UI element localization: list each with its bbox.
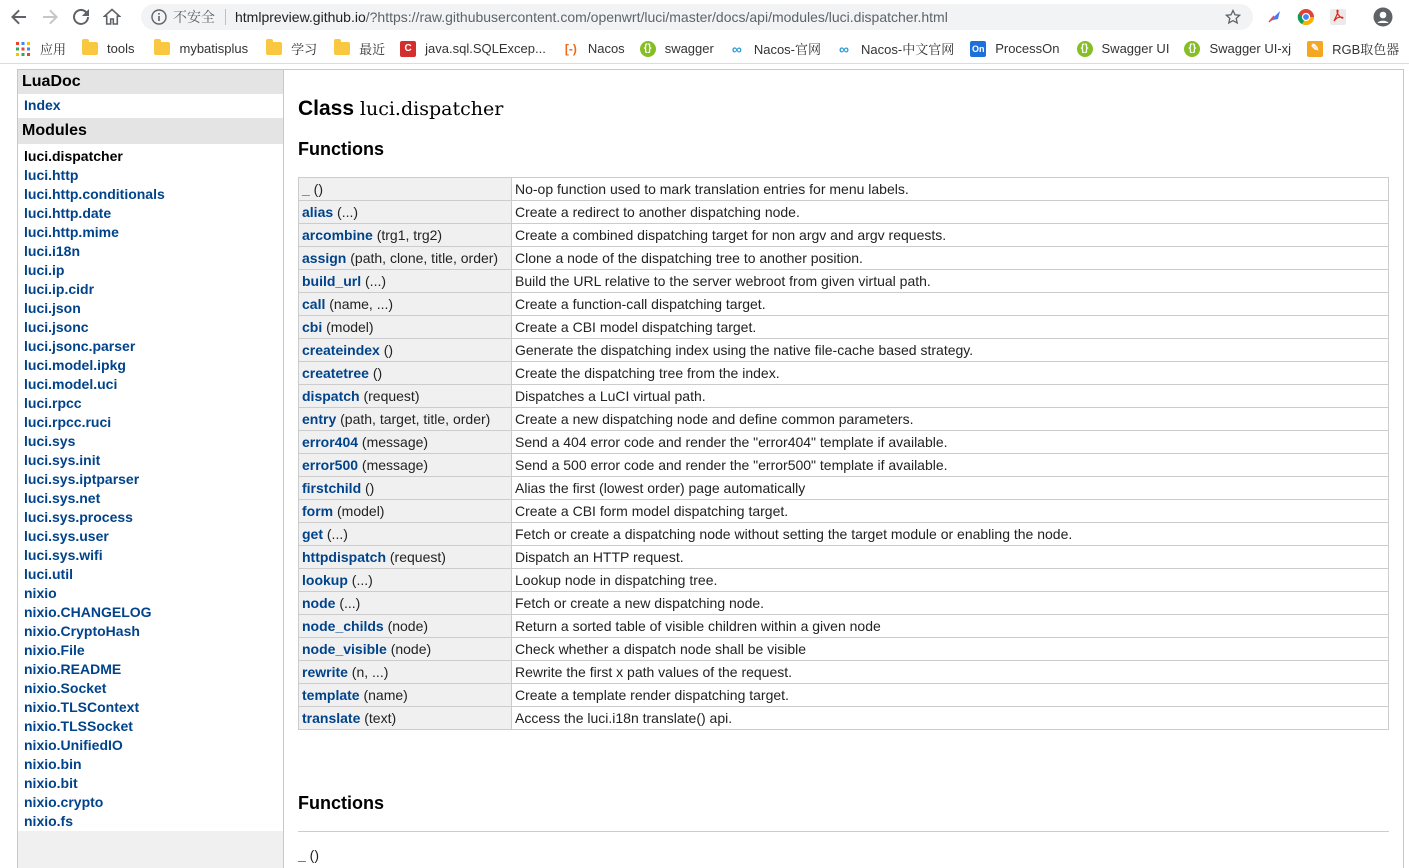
function-args: (): [368, 365, 383, 381]
module-link[interactable]: nixio.bit: [24, 775, 78, 791]
function-row: [299, 362, 1389, 385]
function-link[interactable]: node_childs: [302, 618, 384, 634]
function-args: (path, target, title, order): [336, 411, 491, 427]
function-link[interactable]: entry: [302, 411, 337, 427]
module-list: [18, 144, 283, 831]
module-link[interactable]: luci.sys.wifi: [24, 547, 103, 563]
function-row: [299, 270, 1389, 293]
function-name-cell: [299, 546, 512, 569]
function-summary: No-op function used to mark translation entries for menu labels.: [512, 178, 1389, 201]
module-link[interactable]: nixio.Socket: [24, 680, 107, 696]
bookmark-nacos-cn-site[interactable]: [836, 37, 954, 61]
module-link[interactable]: nixio.TLSSocket: [24, 718, 133, 734]
function-row: [299, 339, 1389, 362]
function-args: (message): [358, 457, 429, 473]
function-row: [299, 293, 1389, 316]
bookmark-swagger-ui-xj[interactable]: [1184, 37, 1291, 61]
forward-button[interactable]: [38, 5, 62, 29]
function-args: (name): [359, 687, 408, 703]
functions-detail-heading: Functions: [298, 793, 384, 813]
module-link[interactable]: luci.sys.net: [24, 490, 101, 506]
address-bar[interactable]: [141, 4, 1253, 30]
folder-icon: [266, 42, 282, 55]
function-name-cell: [299, 500, 512, 523]
function-summary: Access the luci.i18n translate() api.: [512, 707, 1389, 730]
function-args: (...): [361, 273, 387, 289]
function-summary: Create a new dispatching node and define common parameters.: [512, 408, 1389, 431]
bookmark-processon[interactable]: [970, 37, 1059, 61]
function-row: [299, 454, 1389, 477]
function-args: (): [379, 342, 394, 358]
bookmark-label: java.sql.SQLExcep...: [425, 41, 546, 56]
function-summary: Rewrite the first x path values of the request.: [512, 661, 1389, 684]
function-summary: Generate the dispatching index using the native file-cache based strategy.: [512, 339, 1389, 362]
function-row: [299, 224, 1389, 247]
c-logo-icon: C: [400, 41, 416, 57]
function-row: [299, 638, 1389, 661]
folder-icon: [82, 42, 98, 55]
function-summary: Alias the first (lowest order) page automatically: [512, 477, 1389, 500]
module-link[interactable]: luci.util: [24, 566, 73, 582]
section-divider: [298, 831, 1389, 832]
function-summary: Send a 404 error code and render the "error404" template if available.: [512, 431, 1389, 454]
url-path: /?https://raw.githubusercontent.com/openwrt/luci/master/docs/api/modules/luci.dispatcher.html: [365, 9, 948, 25]
module-link[interactable]: nixio.README: [24, 661, 122, 677]
main-content: [284, 69, 1404, 868]
function-link[interactable]: build_url: [302, 273, 362, 289]
function-summary: Dispatch an HTTP request.: [512, 546, 1389, 569]
function-link[interactable]: cbi: [302, 319, 323, 335]
extension-feather-icon[interactable]: [1266, 8, 1284, 26]
function-name-cell: [299, 201, 512, 224]
home-button[interactable]: [100, 5, 124, 29]
module-link[interactable]: luci.http.conditionals: [24, 186, 165, 202]
bookmark-apps[interactable]: [15, 37, 66, 61]
functions-table-body: [299, 178, 1389, 730]
function-name-cell: [299, 408, 512, 431]
bookmark-swagger-ui[interactable]: [1077, 37, 1170, 61]
bookmark-rgb-picker[interactable]: [1307, 37, 1399, 61]
bookmark-recent[interactable]: [334, 37, 385, 61]
function-name-cell: [299, 661, 512, 684]
function-detail-args: (): [305, 847, 320, 863]
module-link[interactable]: luci.jsonc: [24, 319, 89, 335]
function-name-cell: [299, 385, 512, 408]
function-link[interactable]: lookup: [302, 572, 348, 588]
nacos-icon: [-): [564, 41, 577, 56]
bookmark-label: tools: [107, 41, 135, 56]
bookmark-nacos[interactable]: [563, 37, 625, 61]
swagger-icon: {}: [1184, 41, 1200, 57]
extension-pdf-icon[interactable]: [1329, 8, 1347, 26]
function-row: [299, 523, 1389, 546]
function-link[interactable]: createindex: [302, 342, 380, 358]
module-link[interactable]: luci.sys.user: [24, 528, 109, 544]
bookmark-label: ProcessOn: [995, 41, 1060, 56]
module-link[interactable]: luci.jsonc.parser: [24, 338, 136, 354]
bookmark-label: mybatisplus: [179, 41, 249, 56]
home-icon: [103, 8, 121, 26]
function-link[interactable]: alias: [302, 204, 334, 220]
sidebar-navigation: [17, 69, 284, 868]
function-row: [299, 477, 1389, 500]
function-args: (n, ...): [347, 664, 389, 680]
class-prefix: Class: [298, 97, 355, 120]
on-logo-icon: On: [970, 41, 986, 57]
function-summary: Create a function-call dispatching target.: [512, 293, 1389, 316]
function-row: [299, 431, 1389, 454]
function-summary: Create a CBI form model dispatching target.: [512, 500, 1389, 523]
function-name-cell: [299, 707, 512, 730]
function-link[interactable]: httpdispatch: [302, 549, 386, 565]
module-link[interactable]: luci.rpcc.ruci: [24, 414, 112, 430]
bookmark-swagger[interactable]: [640, 37, 714, 61]
function-summary: Create the dispatching tree from the index.: [512, 362, 1389, 385]
function-row: [299, 707, 1389, 730]
infinity-icon: ∞: [731, 40, 742, 57]
function-args: (...): [333, 204, 359, 220]
function-row: [299, 385, 1389, 408]
function-detail-name: _: [298, 847, 306, 863]
function-link[interactable]: get: [302, 526, 323, 542]
function-link[interactable]: firstchild: [302, 480, 362, 496]
function-name-cell: [299, 339, 512, 362]
function-link[interactable]: error500: [302, 457, 359, 473]
function-args: (...): [323, 526, 348, 542]
function-args: (name, ...): [325, 296, 394, 312]
function-row: [299, 546, 1389, 569]
arrow-right-icon: [41, 8, 59, 26]
module-link[interactable]: luci.sys: [24, 433, 76, 449]
function-detail-title: [298, 847, 1403, 863]
function-row: [299, 569, 1389, 592]
bookmark-label: Swagger UI-xj: [1209, 41, 1292, 56]
function-args: (request): [386, 549, 446, 565]
module-link[interactable]: luci.i18n: [24, 243, 81, 259]
index-row: [18, 94, 283, 118]
module-link[interactable]: nixio.UnifiedIO: [24, 737, 123, 753]
function-name-cell: [299, 431, 512, 454]
function-row: [299, 684, 1389, 707]
function-args: (): [309, 181, 324, 197]
modules-title: Modules: [18, 118, 283, 144]
apps-grid-icon: [15, 41, 31, 57]
info-icon[interactable]: [151, 9, 167, 25]
function-summary: Check whether a dispatch node shall be visible: [512, 638, 1389, 661]
module-link[interactable]: luci.http: [24, 167, 79, 183]
function-summary: Create a redirect to another dispatching node.: [512, 201, 1389, 224]
function-name-cell: [299, 454, 512, 477]
reload-icon: [72, 8, 90, 26]
function-link[interactable]: _: [302, 181, 310, 197]
module-link[interactable]: luci.sys.process: [24, 509, 133, 525]
module-link[interactable]: nixio.fs: [24, 813, 74, 829]
function-name-cell: [299, 270, 512, 293]
bookmark-star-icon[interactable]: [1225, 9, 1241, 25]
function-row: [299, 316, 1389, 339]
module-link[interactable]: nixio: [24, 585, 57, 601]
bookmark-sqlexception[interactable]: [400, 37, 546, 61]
bookmark-nacos-site[interactable]: [729, 37, 821, 61]
page-title: [298, 97, 1403, 121]
function-row: [299, 500, 1389, 523]
function-args: (...): [335, 595, 361, 611]
function-link[interactable]: arcombine: [302, 227, 373, 243]
module-link[interactable]: nixio.TLSContext: [24, 699, 140, 715]
function-summary: Build the URL relative to the server webroot from given virtual path.: [512, 270, 1389, 293]
bookmark-label: swagger: [664, 41, 714, 56]
url-text[interactable]: [235, 9, 948, 25]
folder-icon: [334, 42, 350, 55]
function-summary: Lookup node in dispatching tree.: [512, 569, 1389, 592]
function-name-cell: [299, 247, 512, 270]
function-summary: Fetch or create a new dispatching node.: [512, 592, 1389, 615]
bookmark-label: 学习: [291, 42, 318, 57]
function-row: [299, 661, 1389, 684]
function-name-cell: [299, 592, 512, 615]
url-host: htmlpreview.github.io: [235, 9, 366, 25]
function-summary: Create a CBI model dispatching target.: [512, 316, 1389, 339]
bookmark-label: 最近: [359, 42, 386, 57]
function-args: (node): [386, 641, 432, 657]
address-separator: [225, 9, 226, 25]
function-link[interactable]: rewrite: [302, 664, 348, 680]
function-name-cell: [299, 684, 512, 707]
module-link[interactable]: luci.rpcc: [24, 395, 82, 411]
module-link[interactable]: luci.sys.init: [24, 452, 101, 468]
rgb-picker-icon: ✎: [1307, 41, 1323, 57]
function-summary: Return a sorted table of visible children within a given node: [512, 615, 1389, 638]
module-link[interactable]: luci.json: [24, 300, 81, 316]
function-args: (trg1, trg2): [372, 227, 443, 243]
function-args: (request): [359, 388, 420, 404]
function-link[interactable]: createtree: [302, 365, 369, 381]
function-name-cell: [299, 615, 512, 638]
bookmarks-bar: [0, 34, 1409, 64]
module-link[interactable]: luci.http.mime: [24, 224, 119, 240]
function-row: [299, 201, 1389, 224]
function-row: [299, 178, 1389, 201]
function-link[interactable]: node_visible: [302, 641, 387, 657]
function-summary: Create a template render dispatching target.: [512, 684, 1389, 707]
function-link[interactable]: template: [302, 687, 360, 703]
module-link[interactable]: luci.sys.iptparser: [24, 471, 140, 487]
function-summary: Dispatches a LuCI virtual path.: [512, 385, 1389, 408]
function-name-cell: [299, 638, 512, 661]
module-link[interactable]: nixio.CHANGELOG: [24, 604, 152, 620]
bookmark-tools[interactable]: [82, 37, 134, 61]
function-link[interactable]: error404: [302, 434, 359, 450]
extension-chrome-icon[interactable]: [1297, 8, 1315, 26]
arrow-left-icon: [10, 8, 28, 26]
function-name-cell: [299, 316, 512, 339]
folder-icon: [154, 42, 170, 55]
bookmark-label: RGB取色器: [1332, 42, 1400, 57]
function-args: (): [361, 480, 375, 496]
function-name-cell: [299, 178, 512, 201]
function-row: [299, 592, 1389, 615]
back-button[interactable]: [7, 5, 31, 29]
page-viewport: [0, 65, 1409, 864]
bookmark-label: Swagger UI: [1101, 41, 1170, 56]
function-args: (model): [333, 503, 385, 519]
insecure-label: 不安全: [173, 9, 215, 25]
bookmark-mybatisplus[interactable]: [154, 37, 248, 61]
function-args: (text): [360, 710, 397, 726]
module-link[interactable]: nixio.File: [24, 642, 85, 658]
profile-avatar-icon[interactable]: [1373, 7, 1393, 27]
function-summary: Fetch or create a dispatching node without setting the target module or enabling the node.: [512, 523, 1389, 546]
class-name: luci.dispatcher: [359, 98, 504, 120]
luadoc-title: LuaDoc: [18, 70, 283, 94]
function-name-cell: [299, 362, 512, 385]
function-link[interactable]: node: [302, 595, 336, 611]
bookmark-label: Nacos-中文官网: [861, 42, 955, 57]
function-row: [299, 247, 1389, 270]
bookmark-label: Nacos-官网: [753, 42, 822, 57]
module-link[interactable]: nixio.crypto: [24, 794, 104, 810]
module-link[interactable]: nixio.bin: [24, 756, 82, 772]
module-link: luci.dispatcher: [24, 148, 123, 164]
function-link[interactable]: translate: [302, 710, 361, 726]
bookmark-label: Nacos: [587, 41, 625, 56]
module-link[interactable]: luci.ip: [24, 262, 65, 278]
module-link[interactable]: luci.model.uci: [24, 376, 118, 392]
function-args: (node): [383, 618, 429, 634]
function-row: [299, 615, 1389, 638]
swagger-icon: {}: [640, 41, 656, 57]
function-link[interactable]: form: [302, 503, 334, 519]
module-link[interactable]: luci.ip.cidr: [24, 281, 95, 297]
module-link[interactable]: luci.model.ipkg: [24, 357, 126, 373]
function-name-cell: [299, 569, 512, 592]
module-link[interactable]: nixio.CryptoHash: [24, 623, 140, 639]
function-args: (model): [322, 319, 374, 335]
function-summary: Clone a node of the dispatching tree to another position.: [512, 247, 1389, 270]
function-name-cell: [299, 293, 512, 316]
function-name-cell: [299, 523, 512, 546]
function-args: (...): [347, 572, 373, 588]
function-args: (path, clone, title, order): [346, 250, 499, 266]
index-link[interactable]: Index: [24, 97, 61, 113]
functions-table: [298, 177, 1389, 730]
function-args: (message): [358, 434, 429, 450]
swagger-icon: {}: [1077, 41, 1093, 57]
functions-heading: Functions: [298, 139, 384, 159]
function-link[interactable]: call: [302, 296, 326, 312]
function-link[interactable]: assign: [302, 250, 347, 266]
module-link[interactable]: luci.http.date: [24, 205, 112, 221]
function-link[interactable]: dispatch: [302, 388, 360, 404]
bookmark-label: 应用: [40, 42, 67, 57]
reload-button[interactable]: [69, 5, 93, 29]
bookmark-study[interactable]: [266, 37, 317, 61]
function-name-cell: [299, 224, 512, 247]
browser-toolbar: [0, 0, 1409, 34]
function-name-cell: [299, 477, 512, 500]
function-row: [299, 408, 1389, 431]
function-summary: Create a combined dispatching target for non argv and argv requests.: [512, 224, 1389, 247]
infinity-icon: ∞: [839, 40, 849, 57]
function-summary: Send a 500 error code and render the "error500" template if available.: [512, 454, 1389, 477]
